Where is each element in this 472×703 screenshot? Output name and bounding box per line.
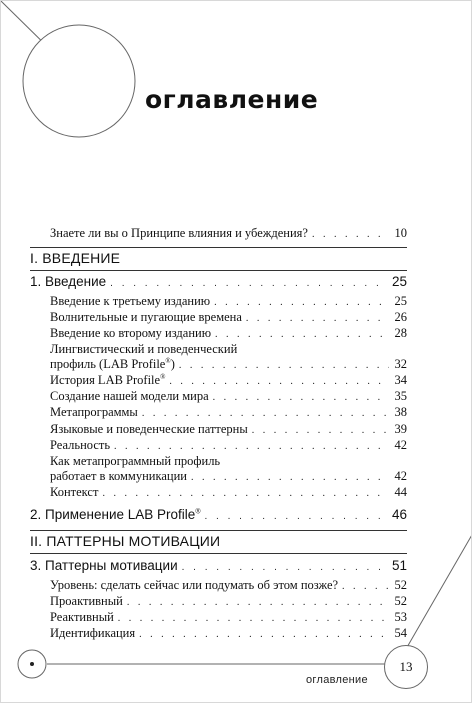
toc-page-number: 53 [394, 610, 407, 625]
toc-page-number: 10 [394, 226, 407, 240]
dot-leader [252, 425, 389, 436]
toc-entry-label-line1: Лингвистический и поведенческий [50, 342, 238, 357]
toc-entry[interactable] [50, 373, 407, 389]
dot-leader [110, 278, 388, 289]
toc-entry-label: Знаете ли вы о Принципе влияния и убеждения? [50, 226, 308, 240]
dot-leader [169, 376, 389, 387]
toc-entry[interactable] [50, 326, 407, 342]
toc-entry-label: профиль (LAB Profile®) [50, 357, 175, 372]
toc-page-number: 34 [394, 373, 407, 388]
part-section [30, 247, 407, 271]
toc-chapter[interactable] [30, 507, 407, 527]
dot-leader [142, 408, 389, 419]
toc-entry-label: Создание нашей модели мира [50, 389, 209, 404]
toc-page-number: 26 [394, 310, 407, 325]
footer-running-title: оглавление [306, 674, 368, 686]
toc-page-number: 52 [394, 577, 407, 592]
toc-chapter-label: 3. Паттерны мотивации [30, 557, 178, 573]
toc-entry-label: Языковые и поведенческие паттерны [50, 421, 248, 436]
toc-chapter-label: 2. Применение LAB Profile® [30, 506, 201, 522]
dot-leader [204, 511, 387, 522]
toc-entry-label: работает в коммуникации [50, 468, 187, 483]
toc-entry-label: Волнительные и пугающие времена [50, 310, 242, 325]
toc-entry-label: Проактивный [50, 593, 123, 608]
toc-chapter[interactable] [30, 274, 407, 294]
toc-page-number: 46 [391, 506, 407, 522]
toc-page-number: 42 [394, 437, 407, 452]
corner-ring-icon [23, 25, 135, 137]
toc-entry-label: Реальность [50, 437, 111, 452]
page-title: оглавление [145, 85, 319, 114]
toc-entry[interactable] [50, 485, 407, 501]
page-number-badge: 13 [384, 645, 428, 689]
dot-leader [179, 360, 389, 371]
toc-entry-label: Введение ко второму изданию [50, 326, 212, 341]
toc-page-number: 28 [394, 326, 407, 341]
dot-leader [312, 229, 389, 240]
toc-page-number: 39 [394, 421, 407, 436]
toc-entry[interactable] [50, 626, 407, 642]
dot-leader [246, 313, 389, 324]
toc-entry[interactable] [50, 389, 407, 405]
divider [30, 553, 407, 554]
toc-entry[interactable] [50, 405, 407, 421]
toc-page-number: 52 [394, 593, 407, 608]
dot-leader [182, 562, 388, 573]
toc-page-number: 38 [394, 405, 407, 420]
dot-leader [342, 581, 389, 592]
toc-entry-label-line1: Как метапрограммный профиль [50, 453, 221, 468]
dot-leader [127, 597, 389, 608]
toc-entry[interactable] [50, 438, 407, 454]
divider [30, 270, 407, 271]
toc-page-number: 42 [394, 468, 407, 483]
toc-page-number: 35 [394, 389, 407, 404]
toc-entry[interactable] [50, 594, 407, 610]
toc-entry-label: Контекст [50, 484, 99, 499]
dot-leader [215, 329, 389, 340]
toc-entry-label: Уровень: сделать сейчас или подумать об этом позже? [50, 577, 339, 592]
toc-entry-intro[interactable] [50, 226, 407, 244]
part-heading: II. ПАТТЕРНЫ МОТИВАЦИИ [30, 532, 221, 549]
toc-page-number: 54 [394, 626, 407, 641]
toc-entry[interactable] [50, 454, 407, 485]
toc-entry-label: Введение к третьему изданию [50, 294, 211, 308]
toc-page-number: 44 [394, 484, 407, 499]
toc-entry[interactable] [50, 422, 407, 438]
toc-entry[interactable] [50, 578, 407, 594]
dot-leader [191, 472, 389, 483]
part-heading: I. ВВЕДЕНИЕ [30, 250, 121, 266]
toc-chapter[interactable] [30, 558, 407, 578]
toc-entry[interactable] [50, 294, 407, 310]
dot-leader [102, 488, 389, 499]
table-of-contents [30, 226, 407, 642]
toc-entry[interactable] [50, 610, 407, 626]
dot-icon [30, 662, 34, 666]
toc-entry-label: Идентификация [50, 626, 136, 641]
toc-entry[interactable] [50, 310, 407, 326]
toc-page-number: 51 [391, 557, 407, 573]
dot-leader [114, 441, 389, 452]
dot-leader [213, 392, 389, 403]
toc-entry-label: История LAB Profile® [50, 373, 166, 388]
toc-entry-label: Метапрограммы [50, 405, 138, 420]
toc-chapter-label: 1. Введение [30, 274, 107, 289]
dot-leader [214, 297, 389, 308]
toc-entry[interactable] [50, 342, 407, 373]
dot-leader [139, 629, 389, 640]
toc-page-number: 25 [394, 294, 407, 308]
toc-page-number: 32 [394, 357, 407, 372]
toc-page-number: 25 [391, 274, 407, 289]
dot-leader [118, 613, 389, 624]
part-section [30, 530, 407, 554]
toc-entry-label: Реактивный [50, 610, 114, 625]
